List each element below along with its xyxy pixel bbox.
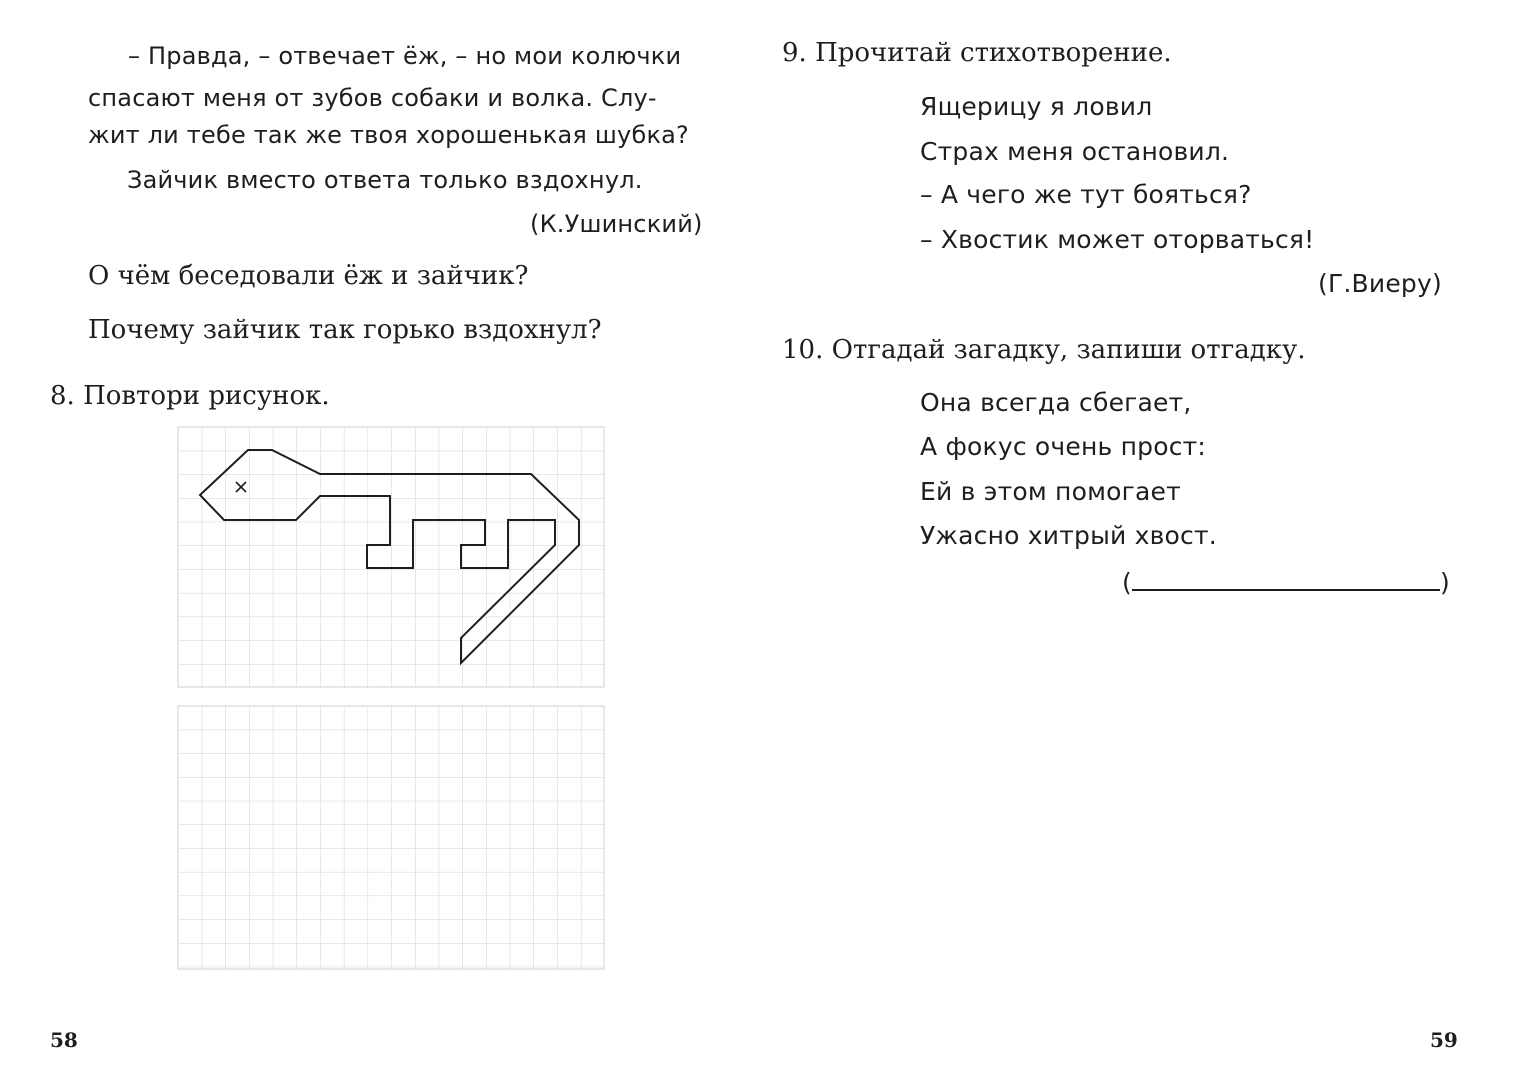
task9-text: Прочитай стихотворение. xyxy=(815,38,1172,68)
poem-line-4: – Хвостик может оторваться! xyxy=(920,225,1315,254)
answer-blank xyxy=(1122,565,1450,597)
poem-author: (Г.Виеру) xyxy=(1318,269,1442,298)
riddle-line-4: Ужасно хитрый хвост. xyxy=(920,521,1217,550)
page-number-left: 58 xyxy=(50,1028,78,1052)
story-line-1: – Правда, – отвечает ёж, – но мои колючки xyxy=(128,42,682,70)
task10-text: Отгадай загадку, запиши отгадку. xyxy=(831,335,1306,365)
task10-number: 10. xyxy=(782,335,824,365)
task9-heading xyxy=(782,38,1172,68)
task8-number: 8. xyxy=(50,381,75,411)
poem-line-1: Ящерицу я ловил xyxy=(920,92,1153,121)
question-2: Почему зайчик так горько вздохнул? xyxy=(88,315,602,345)
story-line-3: жит ли тебе так же твоя хорошенькая шубка? xyxy=(88,121,689,149)
story-author: (К.Ушинский) xyxy=(530,210,703,238)
answer-close-paren: ) xyxy=(1439,568,1450,597)
riddle-line-3: Ей в этом помогает xyxy=(920,477,1181,506)
answer-open-paren: ( xyxy=(1122,568,1132,597)
poem-line-3: – А чего же тут бояться? xyxy=(920,180,1252,209)
task9-number: 9. xyxy=(782,38,807,68)
page-number-right: 59 xyxy=(1430,1028,1458,1052)
task8-text: Повтори рисунок. xyxy=(83,381,330,411)
task10-heading xyxy=(782,335,1306,365)
answer-field[interactable] xyxy=(1132,565,1440,591)
question-1: О чём беседовали ёж и зайчик? xyxy=(88,261,529,291)
story-line-2: спасают меня от зубов собаки и волка. Слу- xyxy=(88,84,657,112)
riddle-line-1: Она всегда сбегает, xyxy=(920,388,1192,417)
poem-line-2: Страх меня остановил. xyxy=(920,137,1230,166)
riddle-line-2: А фокус очень прост: xyxy=(920,432,1207,461)
story-line-4: Зайчик вместо ответа только вздохнул. xyxy=(127,166,643,194)
